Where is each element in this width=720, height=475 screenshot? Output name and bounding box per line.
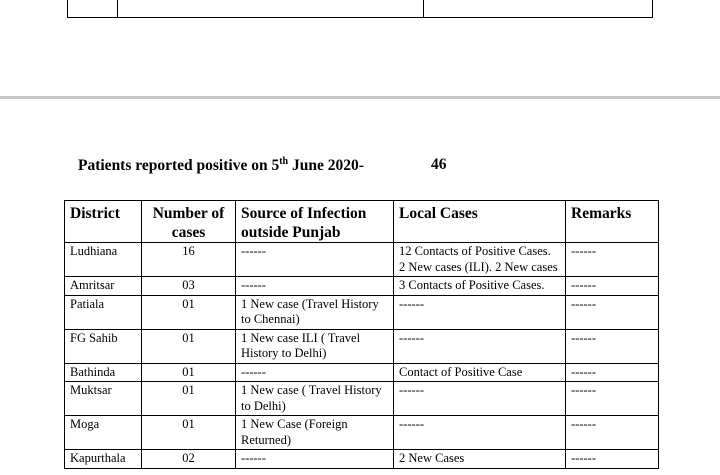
cell-local: ------ <box>394 295 566 329</box>
cell-district: Kapurthala <box>65 450 142 469</box>
cell-local: 3 Contacts of Positive Cases. <box>394 277 566 296</box>
cell-remarks: ------ <box>566 416 659 450</box>
cell-local: 12 Contacts of Positive Cases. 2 New cases (ILI). 2 New cases <box>394 243 566 277</box>
table-row <box>65 295 659 329</box>
cases-table <box>64 200 659 469</box>
header-district: District <box>65 201 142 243</box>
heading-superscript: th <box>279 156 289 167</box>
table-header-row <box>65 201 659 243</box>
cell-remarks: ------ <box>566 382 659 416</box>
cell-remarks: ------ <box>566 363 659 382</box>
cell-district: Amritsar <box>65 277 142 296</box>
header-local-cases: Local Cases <box>394 201 566 243</box>
cell-remarks: ------ <box>566 450 659 469</box>
cell-remarks: ------ <box>566 243 659 277</box>
page-break <box>0 96 720 99</box>
cell-remarks: ------ <box>566 329 659 363</box>
header-number-of-cases: Number of cases <box>142 201 236 243</box>
cell-district: FG Sahib <box>65 329 142 363</box>
cell-cases: 01 <box>142 363 236 382</box>
previous-table-divider <box>423 0 424 17</box>
cell-local: ------ <box>394 382 566 416</box>
cell-district: Ludhiana <box>65 243 142 277</box>
cell-source: ------ <box>236 450 394 469</box>
previous-table-divider <box>117 0 118 17</box>
cell-remarks: ------ <box>566 277 659 296</box>
heading-count: 46 <box>431 156 447 173</box>
cell-district: Moga <box>65 416 142 450</box>
cell-local: Contact of Positive Case <box>394 363 566 382</box>
cell-source: ------ <box>236 277 394 296</box>
cell-district: Patiala <box>65 295 142 329</box>
section-heading <box>78 156 447 175</box>
cell-local: ------ <box>394 416 566 450</box>
header-remarks: Remarks <box>566 201 659 243</box>
table-row <box>65 450 659 469</box>
cell-source: 1 New case (Travel History to Chennai) <box>236 295 394 329</box>
cell-source: 1 New case ( Travel History to Delhi) <box>236 382 394 416</box>
cell-cases: 01 <box>142 416 236 450</box>
table-row <box>65 243 659 277</box>
cell-local: ------ <box>394 329 566 363</box>
cell-local: 2 New Cases <box>394 450 566 469</box>
cell-source: ------ <box>236 243 394 277</box>
table-row <box>65 416 659 450</box>
heading-suffix: June 2020- <box>288 157 364 174</box>
cell-source: 1 New Case (Foreign Returned) <box>236 416 394 450</box>
cell-cases: 02 <box>142 450 236 469</box>
table-row <box>65 329 659 363</box>
table-row <box>65 363 659 382</box>
cell-district: Bathinda <box>65 363 142 382</box>
cell-source: 1 New case ILI ( Travel History to Delhi) <box>236 329 394 363</box>
table-row <box>65 277 659 296</box>
table-row <box>65 382 659 416</box>
cell-cases: 01 <box>142 295 236 329</box>
cell-cases: 16 <box>142 243 236 277</box>
cell-cases: 01 <box>142 329 236 363</box>
cell-cases: 01 <box>142 382 236 416</box>
header-source-outside: Source of Infection outside Punjab <box>236 201 394 243</box>
cell-remarks: ------ <box>566 295 659 329</box>
cell-district: Muktsar <box>65 382 142 416</box>
previous-table-remnant <box>67 0 653 18</box>
heading-prefix: Patients reported positive on 5 <box>78 157 280 174</box>
cell-cases: 03 <box>142 277 236 296</box>
cell-source: ------ <box>236 363 394 382</box>
